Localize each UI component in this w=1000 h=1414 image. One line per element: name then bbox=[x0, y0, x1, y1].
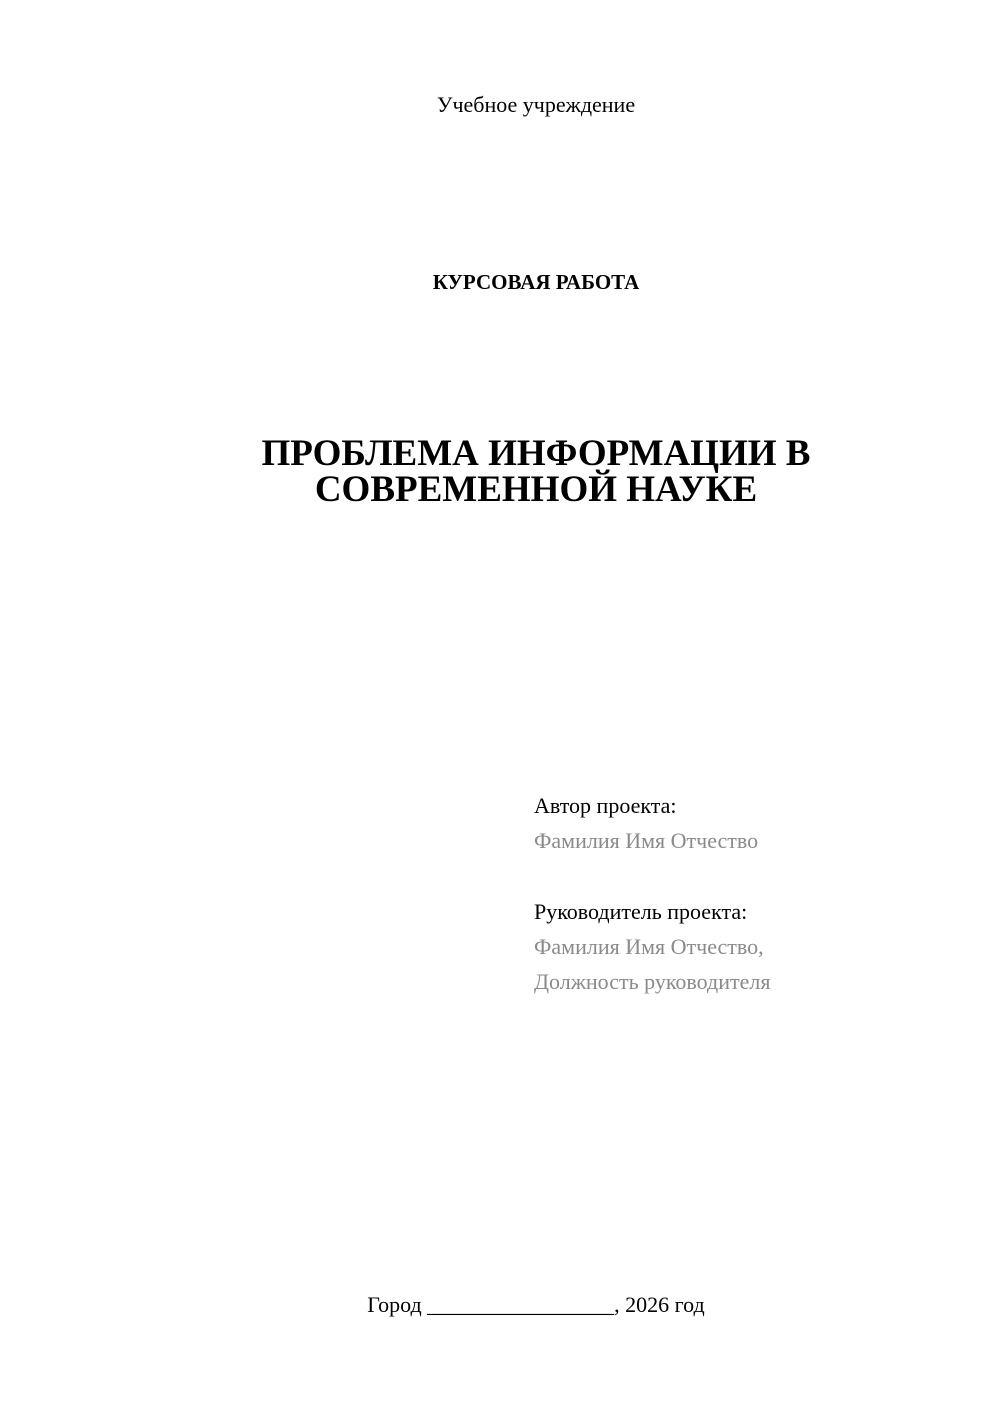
supervisor-name: Фамилия Имя Отчество, bbox=[534, 934, 764, 959]
author-name: Фамилия Имя Отчество bbox=[534, 828, 759, 853]
document-title bbox=[0, 433, 1000, 510]
credits-block bbox=[534, 788, 974, 999]
work-type-heading: КУРСОВАЯ РАБОТА bbox=[432, 270, 640, 294]
title-line-1: ПРОБЛЕМА ИНФОРМАЦИИ В bbox=[261, 433, 811, 474]
supervisor-position: Должность руководителя bbox=[534, 969, 771, 994]
title-line-2: СОВРЕМЕННОЙ НАУКЕ bbox=[314, 469, 758, 510]
credits-spacer bbox=[534, 858, 974, 894]
city-year-line: Город _________________, 2026 год bbox=[367, 1292, 705, 1317]
institution-name: Учебное учреждение bbox=[436, 92, 636, 117]
supervisor-label: Руководитель проекта: bbox=[534, 899, 748, 924]
author-label: Автор проекта: bbox=[534, 793, 677, 818]
